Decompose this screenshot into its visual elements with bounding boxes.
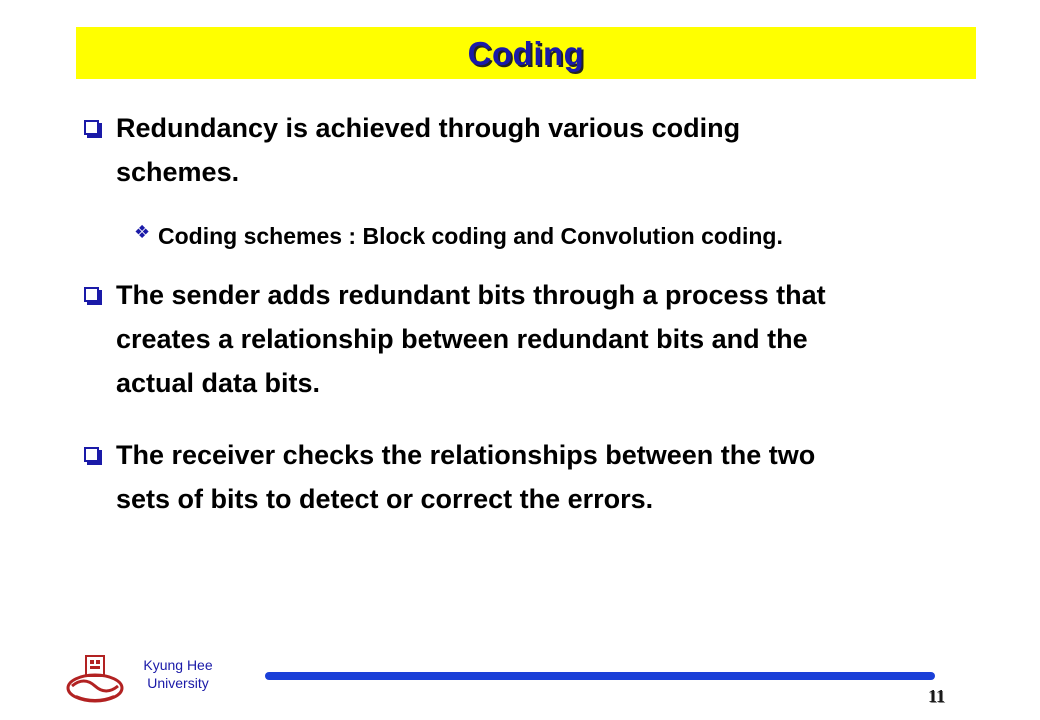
footer-divider xyxy=(265,672,935,680)
page-number: 11 xyxy=(928,686,946,706)
university-name-line-2: University xyxy=(147,675,209,691)
diamond-bullet-icon: ❖ xyxy=(134,222,151,242)
bullet-2-text: The sender adds redundant bits through a process that creates a relationship between redundant bits and the actual data bits. xyxy=(116,280,826,398)
university-name-line-1: Kyung Hee xyxy=(143,657,213,673)
bullet-3-text: The receiver checks the relationships between the two sets of bits to detect or correct the errors. xyxy=(116,440,816,514)
square-bullet-icon xyxy=(84,287,99,302)
sub-bullet-1-text: Coding schemes : Block coding and Convolution coding. xyxy=(158,223,783,249)
sub-bullet-1 xyxy=(134,221,984,253)
university-name xyxy=(128,656,228,692)
bullet-3 xyxy=(84,433,984,523)
square-bullet-icon xyxy=(84,447,99,462)
university-crest-icon xyxy=(64,652,126,706)
square-bullet-icon xyxy=(84,120,99,135)
bullet-1 xyxy=(84,106,984,196)
slide-title: Coding xyxy=(467,35,585,72)
bullet-1-text: Redundancy is achieved through various coding schemes. xyxy=(116,113,741,187)
bullet-2 xyxy=(84,273,984,408)
title-bar xyxy=(76,27,976,79)
